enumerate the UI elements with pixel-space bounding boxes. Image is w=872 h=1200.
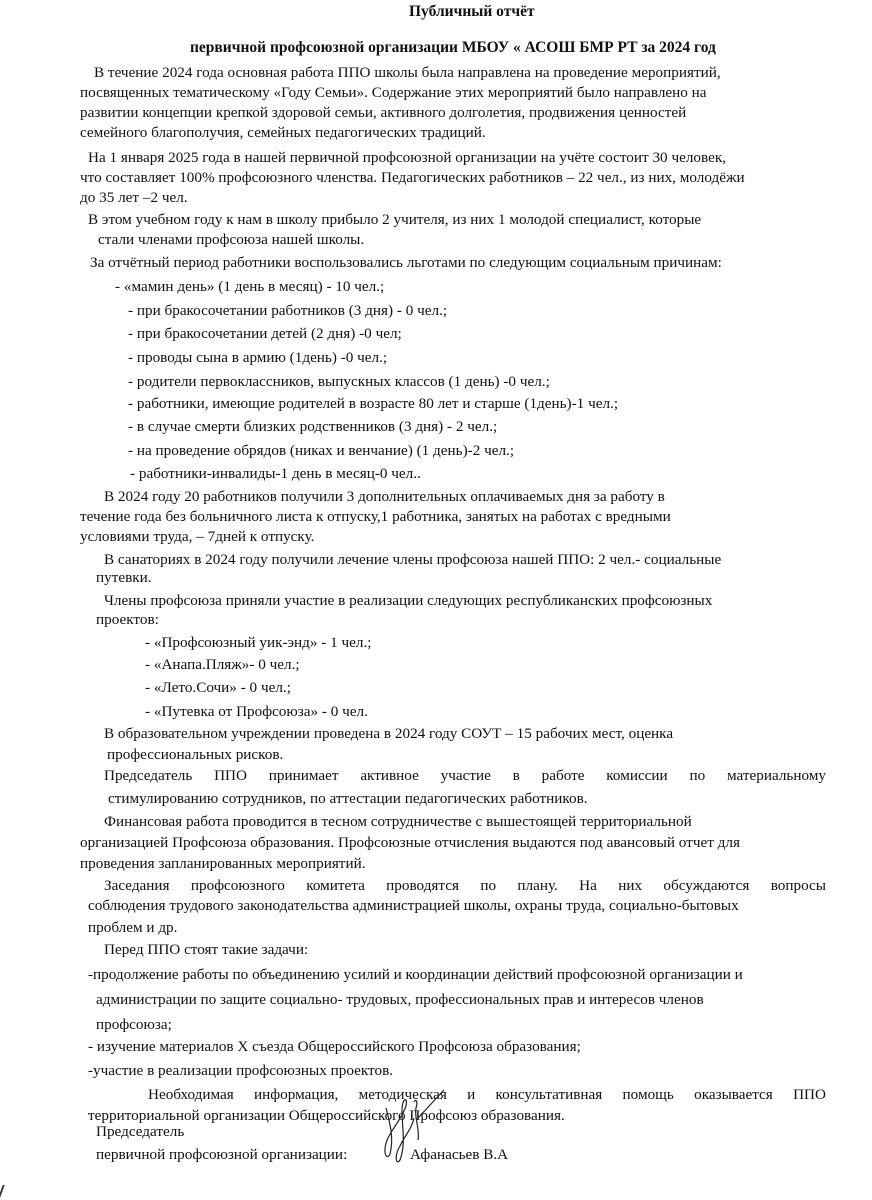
text-line: Члены профсоюза приняли участие в реализации следующих республиканских профсоюзных xyxy=(104,592,713,609)
text-line: условиями труда, – 7дней к отпуску. xyxy=(80,528,315,545)
text-line: семейного благополучия, семейных педагогических традиций. xyxy=(80,124,486,141)
text-line: -участие в реализации профсоюзных проектов. xyxy=(88,1062,394,1079)
text-line: Необходимая информация, методическая и консультативная помощь оказывается ППО xyxy=(148,1086,826,1103)
text-line: путевки. xyxy=(96,569,152,586)
text-line: Заседания профсоюзного комитета проводятся по плану. На них обсуждаются вопросы xyxy=(104,877,826,894)
text-line: - на проведение обрядов (никах и венчание) (1 день)-2 чел.; xyxy=(128,442,515,459)
text-line: Финансовая работа проводится в тесном сотрудничестве с вышестоящей территориальной xyxy=(104,813,692,830)
document-title: Публичный отчёт xyxy=(409,3,535,20)
text-line: профессиональных рисков. xyxy=(107,746,284,763)
text-line: что составляет 100% профсоюзного членства. Педагогических работников – 22 чел., из них, молодёжи xyxy=(80,169,745,186)
text-line: развитии концепции крепкой здоровой семьи, активного долголетия, продвижения ценностей xyxy=(80,104,687,121)
text-line: территориальной организации Общероссийского Профсоюз образования. xyxy=(88,1107,565,1124)
signature-role-line2: первичной профсоюзной организации: xyxy=(96,1146,348,1163)
text-line: посвященных тематическому «Году Семьи». Содержание этих мероприятий было направлено на xyxy=(80,84,707,101)
text-line: - изучение материалов X съезда Общероссийского Профсоюза образования; xyxy=(88,1038,581,1055)
text-line: стали членами профсоюза нашей школы. xyxy=(98,231,365,248)
text-line: - работники, имеющие родителей в возрасте 80 лет и старше (1день)-1 чел.; xyxy=(128,395,619,412)
text-line: организацией Профсоюза образования. Профсоюзные отчисления выдаются под авансовый отчет для xyxy=(80,834,740,851)
signature-role-line1: Председатель xyxy=(96,1123,185,1140)
text-line: соблюдения трудового законодательства администрацией школы, охраны труда, социально-бытовых xyxy=(88,897,739,914)
text-line: - проводы сына в армию (1день) -0 чел.; xyxy=(128,349,388,366)
text-line: - «Анапа.Пляж»- 0 чел.; xyxy=(145,656,300,673)
text-line: проблем и др. xyxy=(88,919,178,936)
text-line: - при бракосочетании детей (2 дня) -0 чел; xyxy=(128,325,402,342)
text-line: Перед ППО стоят такие задачи: xyxy=(104,941,309,958)
text-line: В течение 2024 года основная работа ППО школы была направлена на проведение мероприятий, xyxy=(94,64,721,81)
scan-edge-mark xyxy=(0,1185,13,1200)
text-line: - в случае смерти близких родственников (3 дня) - 2 чел.; xyxy=(128,418,498,435)
text-line: - родители первоклассников, выпускных классов (1 день) -0 чел.; xyxy=(128,373,550,390)
text-line: - работники-инвалиды-1 день в месяц-0 чел.. xyxy=(130,465,421,482)
text-line: За отчётный период работники воспользовались льготами по следующим социальным причинам: xyxy=(90,254,722,271)
text-line: В санаториях в 2024 году получили лечение члены профсоюза нашей ППО: 2 чел.- социальные xyxy=(104,551,722,568)
text-line: администрации по защите социально- трудовых, профессиональных прав и интересов членов xyxy=(96,991,704,1008)
text-line: проектов: xyxy=(96,611,159,628)
handwritten-signature xyxy=(372,1088,452,1168)
text-line: профсоюза; xyxy=(96,1016,172,1033)
text-line: проведения запланированных мероприятий. xyxy=(80,855,366,872)
signature-name: Афанасьев В.А xyxy=(410,1146,509,1163)
text-line: Председатель ППО принимает активное участие в работе комиссии по материальному xyxy=(104,767,826,784)
text-line: В 2024 году 20 работников получили 3 дополнительных оплачиваемых дня за работу в xyxy=(104,488,665,505)
text-line: до 35 лет –2 чел. xyxy=(80,189,188,206)
document-subtitle: первичной профсоюзной организации МБОУ « АСОШ БМР РТ за 2024 год xyxy=(190,39,716,56)
text-line: - «мамин день» (1 день в месяц) - 10 чел.; xyxy=(115,278,385,295)
text-line: - при бракосочетании работников (3 дня) - 0 чел.; xyxy=(128,302,448,319)
text-line: В этом учебном году к нам в школу прибыло 2 учителя, из них 1 молодой специалист, которые xyxy=(88,211,702,228)
text-line: В образовательном учреждении проведена в 2024 году СОУТ – 15 рабочих мест, оценка xyxy=(104,725,674,742)
text-line: На 1 января 2025 года в нашей первичной профсоюзной организации на учёте состоит 30 человек, xyxy=(88,149,726,166)
text-line: - «Лето.Сочи» - 0 чел.; xyxy=(145,679,291,696)
text-line: -продолжение работы по объединению усилий и координации действий профсоюзной организации и xyxy=(88,966,743,983)
text-line: течение года без больничного листа к отпуску,1 работника, занятых на работах с вредными xyxy=(80,508,671,525)
text-line: - «Профсоюзный уик-энд» - 1 чел.; xyxy=(145,634,372,651)
text-line: стимулированию сотрудников, по аттестации педагогических работников. xyxy=(108,790,588,807)
text-line: - «Путевка от Профсоюза» - 0 чел. xyxy=(145,703,368,720)
